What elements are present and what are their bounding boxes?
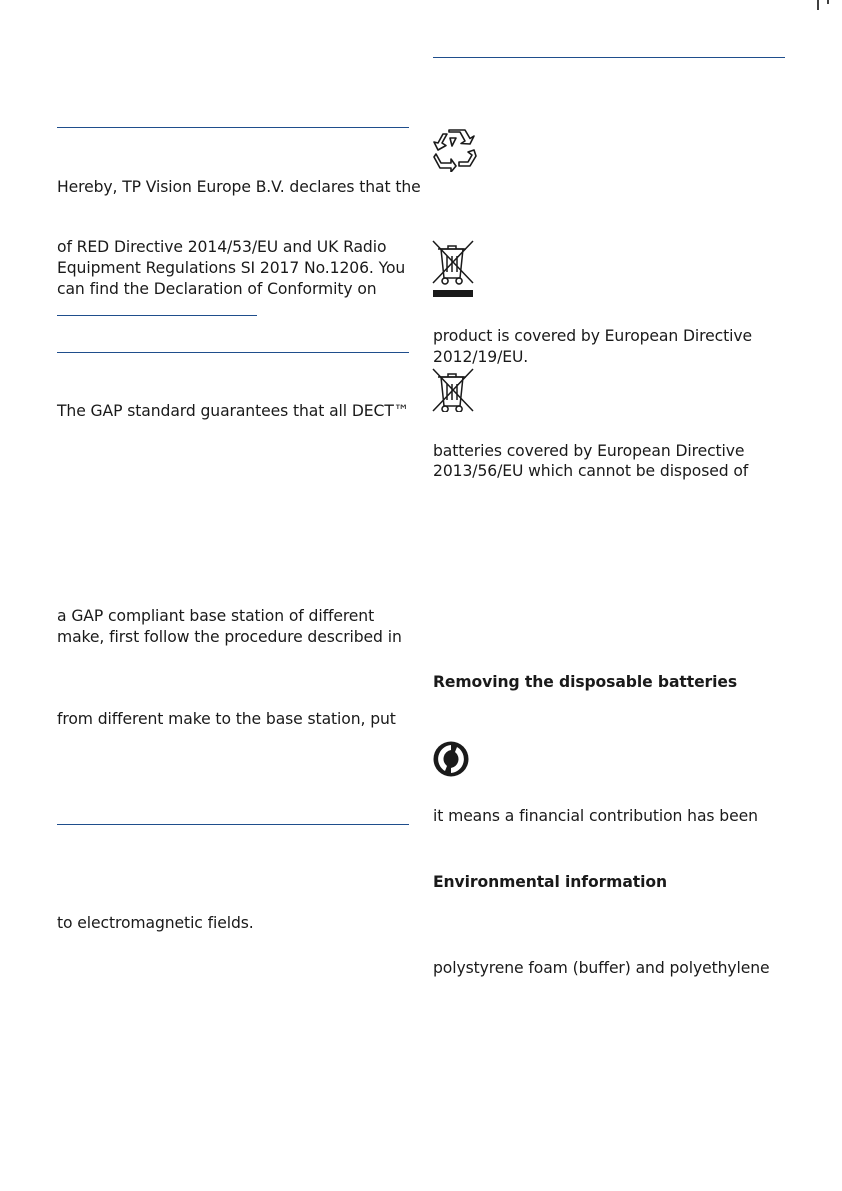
declaration-line-4: can find the Declaration of Conformity on [57, 280, 377, 298]
section-rule [57, 127, 409, 128]
environmental-heading: Environmental information [433, 873, 667, 891]
section-rule [433, 57, 785, 58]
removing-batteries-heading: Removing the disposable batteries [433, 673, 738, 691]
gap-line-2: a GAP compliant base station of different [57, 607, 375, 625]
batteries-line-2: 2013/56/EU which cannot be disposed of [433, 462, 749, 480]
crossed-bin-bar-icon [432, 240, 474, 298]
recycle-icon [432, 128, 478, 172]
section-rule [57, 824, 409, 825]
gap-line-3: make, first follow the procedure described in [57, 628, 402, 646]
declaration-line-3: Equipment Regulations SI 2017 No.1206. You [57, 259, 406, 277]
emf-line-1: to electromagnetic fields. [57, 914, 254, 932]
green-dot-icon [432, 740, 470, 778]
declaration-line-1: Hereby, TP Vision Europe B.V. declares that the [57, 178, 421, 196]
green-dot-line-1: it means a financial contribution has been [433, 807, 758, 825]
weee-line-1: product is covered by European Directive [433, 327, 752, 345]
crossed-bin-icon [432, 368, 474, 412]
batteries-line-1: batteries covered by European Directive [433, 442, 745, 460]
gap-line-4: from different make to the base station, put [57, 710, 396, 728]
crop-mark-icon [816, 0, 842, 10]
weee-line-2: 2012/19/EU. [433, 348, 529, 366]
declaration-line-2: of RED Directive 2014/53/EU and UK Radio [57, 238, 387, 256]
environmental-line-1: polystyrene foam (buffer) and polyethylene [433, 959, 770, 977]
link-underline [57, 315, 257, 316]
gap-line-1: The GAP standard guarantees that all DECT™ [57, 402, 410, 420]
section-rule [57, 352, 409, 353]
